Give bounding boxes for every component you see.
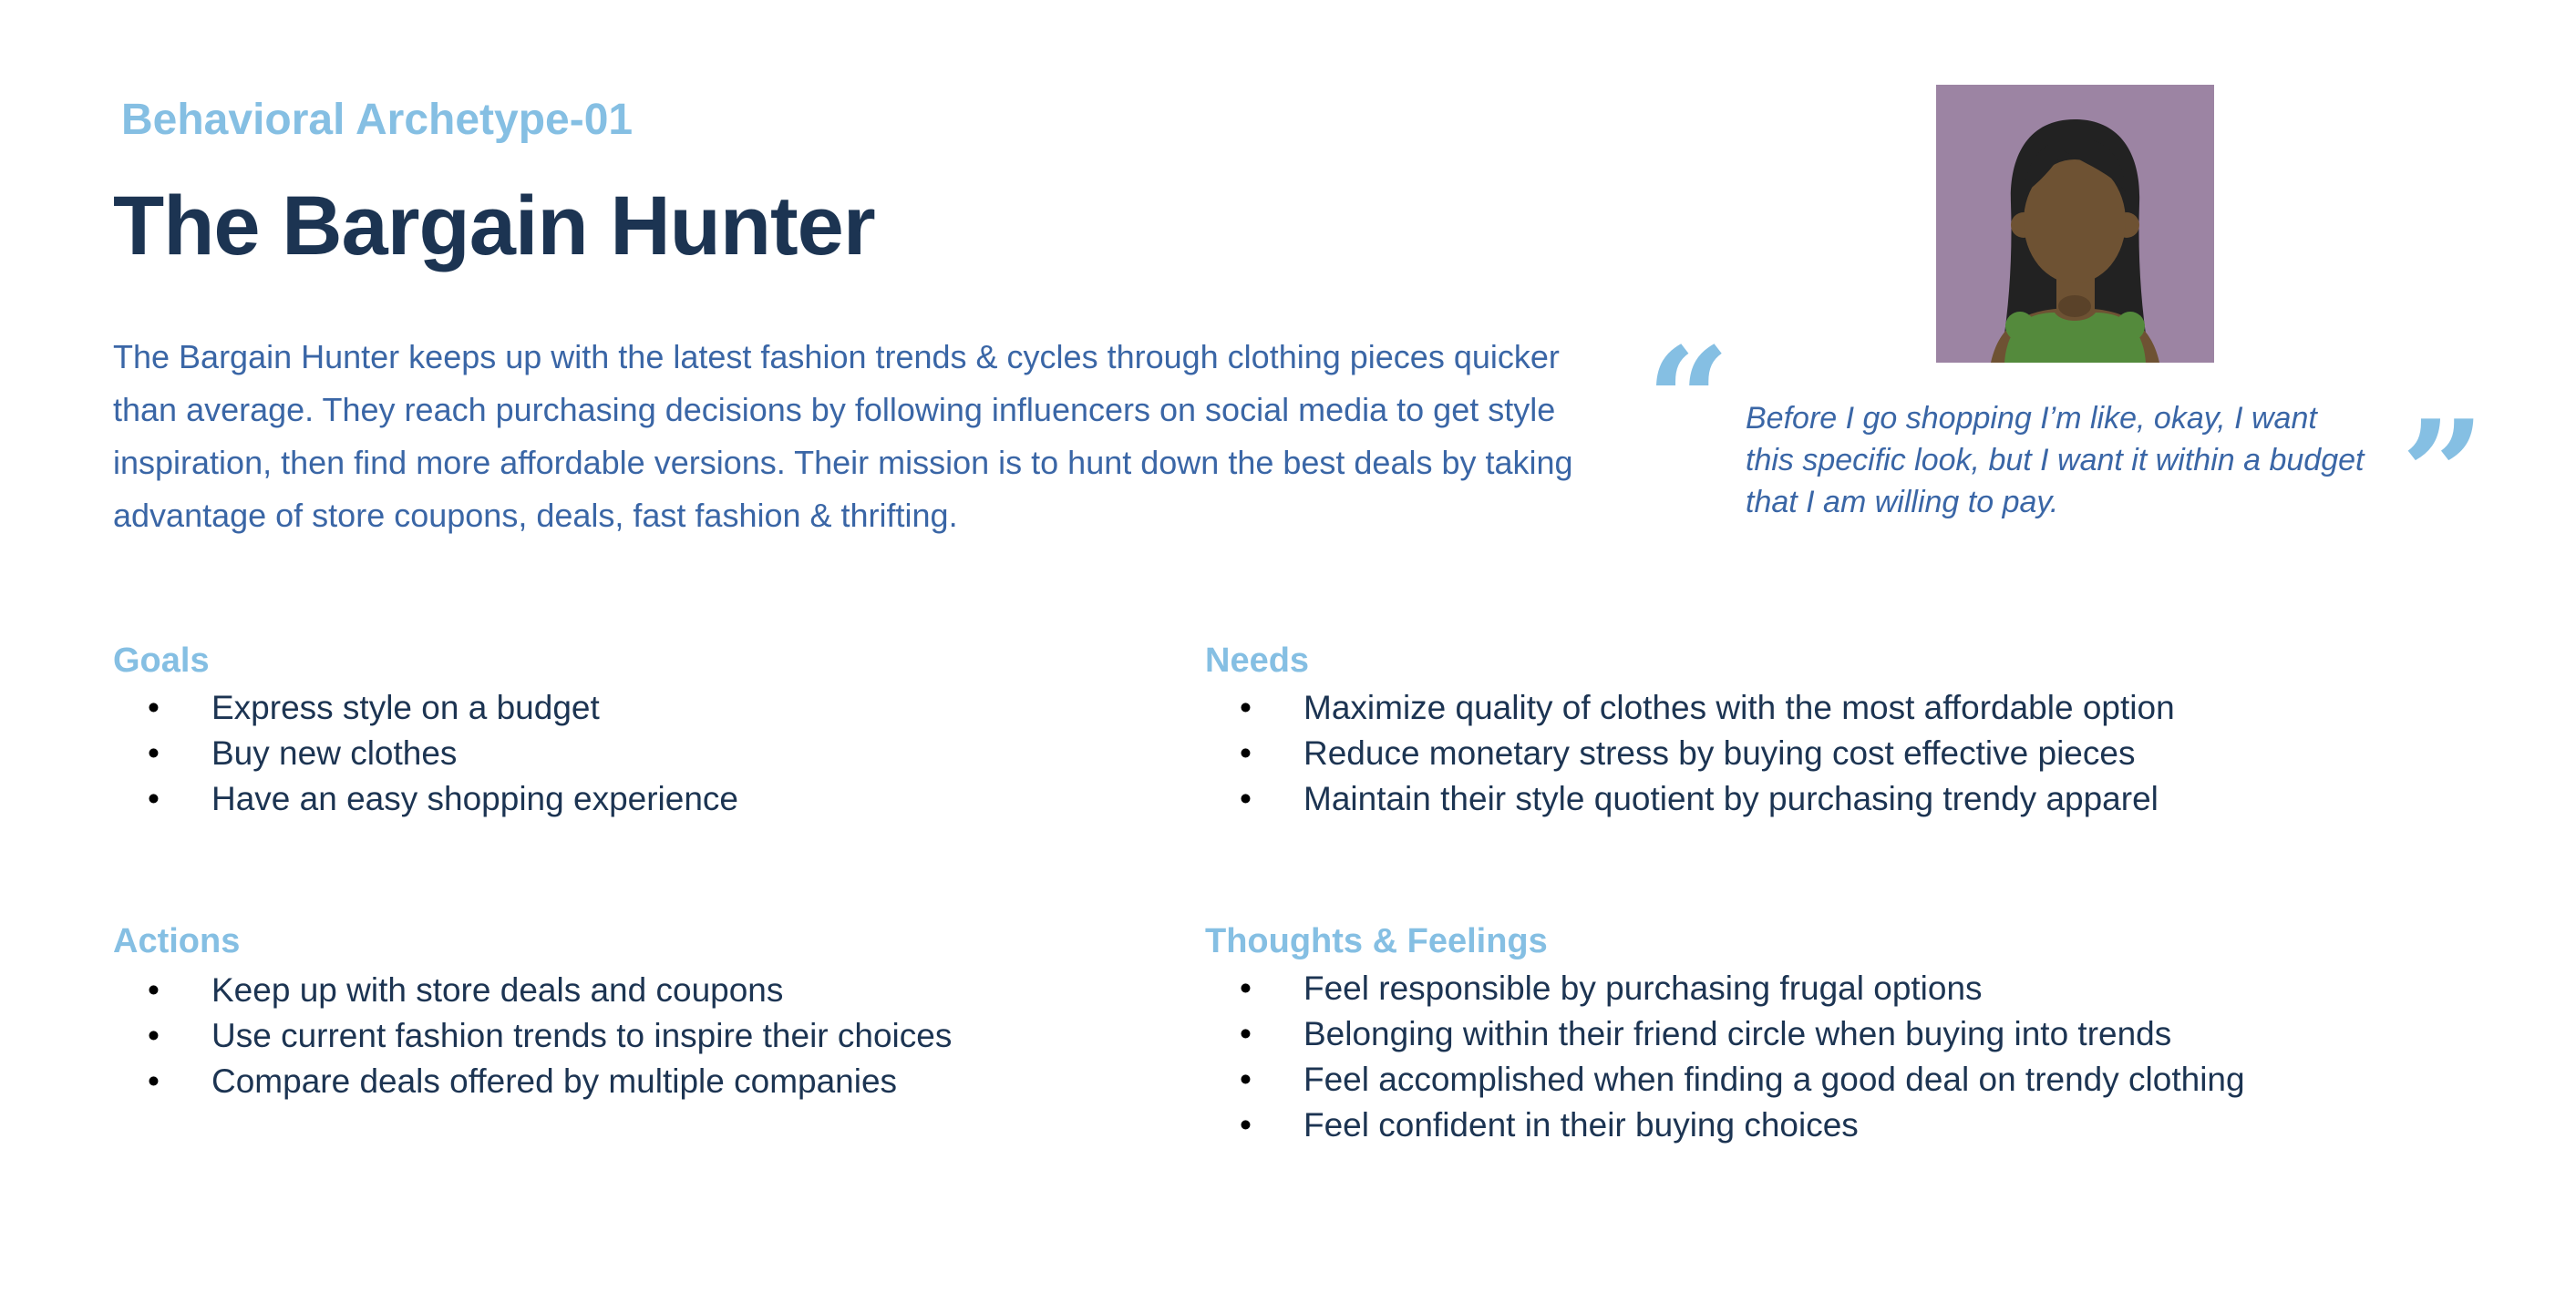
- bullet-icon: •: [148, 1062, 160, 1100]
- list-item-text: Maximize quality of clothes with the most affordable option: [1303, 689, 2175, 726]
- list-item-text: Reduce monetary stress by buying cost effective pieces: [1303, 734, 2136, 772]
- bullet-icon: •: [148, 1017, 160, 1054]
- list-item-text: Buy new clothes: [211, 734, 458, 772]
- persona-quote: Before I go shopping I’m like, okay, I want this specific look, but I want it within a budget that I am willing to pay.: [1746, 401, 2365, 519]
- goals-heading: Goals: [113, 641, 210, 680]
- bullet-icon: •: [148, 734, 160, 772]
- needs-list: [1205, 685, 2463, 822]
- open-quote-icon: “: [1646, 315, 1731, 487]
- thoughts-feelings-heading: Thoughts & Feelings: [1205, 922, 1548, 960]
- list-item-text: Feel accomplished when finding a good deal on trendy clothing: [1303, 1061, 2245, 1098]
- list-item: [113, 685, 1116, 731]
- bullet-icon: •: [1240, 1015, 1252, 1052]
- archetype-label: Behavioral Archetype-01: [121, 96, 634, 144]
- list-item-text: Express style on a budget: [211, 689, 600, 726]
- goals-section: [113, 640, 1116, 822]
- bullet-icon: •: [1240, 1061, 1252, 1098]
- list-item: [113, 1059, 1116, 1104]
- list-item: [1205, 731, 2463, 776]
- bullet-icon: •: [1240, 780, 1252, 817]
- list-item: [113, 1013, 1116, 1059]
- bullet-icon: •: [1240, 1106, 1252, 1144]
- list-item: [1205, 1103, 2299, 1148]
- list-item-text: Compare deals offered by multiple companies: [211, 1062, 898, 1100]
- actions-section: [113, 920, 1116, 1104]
- avatar: [1936, 85, 2214, 363]
- thoughts-feelings-section: [1205, 920, 2299, 1148]
- actions-list: [113, 968, 1116, 1104]
- list-item-text: Feel confident in their buying choices: [1303, 1106, 1859, 1144]
- bullet-icon: •: [1240, 689, 1252, 726]
- list-item-text: Keep up with store deals and coupons: [211, 971, 784, 1009]
- thoughts-feelings-list: [1205, 966, 2299, 1148]
- list-item: [1205, 1057, 2299, 1103]
- bullet-icon: •: [148, 971, 160, 1009]
- list-item: [1205, 966, 2299, 1011]
- bullet-icon: •: [148, 689, 160, 726]
- list-item: [1205, 776, 2463, 822]
- list-item-text: Use current fashion trends to inspire their choices: [211, 1017, 953, 1054]
- list-item-text: Belonging within their friend circle when buying into trends: [1303, 1015, 2172, 1052]
- list-item-text: Feel responsible by purchasing frugal options: [1303, 970, 1983, 1007]
- list-item: [113, 731, 1116, 776]
- list-item: [1205, 685, 2463, 731]
- persona-description: The Bargain Hunter keeps up with the latest fashion trends & cycles through clothing pieces quicker than average. They reach purchasing decisions by following influencers on social media to get style inspiration, then find more affordable versions. Their mission is to hunt down the best deals by taking advantage of store coupons, deals, fast fashion & thrifting.: [113, 338, 1573, 534]
- person-avatar-icon: [1936, 85, 2214, 363]
- list-item: [1205, 1011, 2299, 1057]
- list-item-text: Maintain their style quotient by purchasing trendy apparel: [1303, 780, 2159, 817]
- bullet-icon: •: [148, 780, 160, 817]
- page-title: The Bargain Hunter: [113, 180, 875, 272]
- goals-list: [113, 685, 1116, 822]
- list-item-text: Have an easy shopping experience: [211, 780, 738, 817]
- close-quote-icon: ”: [2401, 388, 2486, 559]
- bullet-icon: •: [1240, 734, 1252, 772]
- list-item: [113, 776, 1116, 822]
- needs-heading: Needs: [1205, 641, 1310, 680]
- bullet-icon: •: [1240, 970, 1252, 1007]
- actions-heading: Actions: [113, 922, 241, 960]
- list-item: [113, 968, 1116, 1013]
- needs-section: [1205, 640, 2463, 822]
